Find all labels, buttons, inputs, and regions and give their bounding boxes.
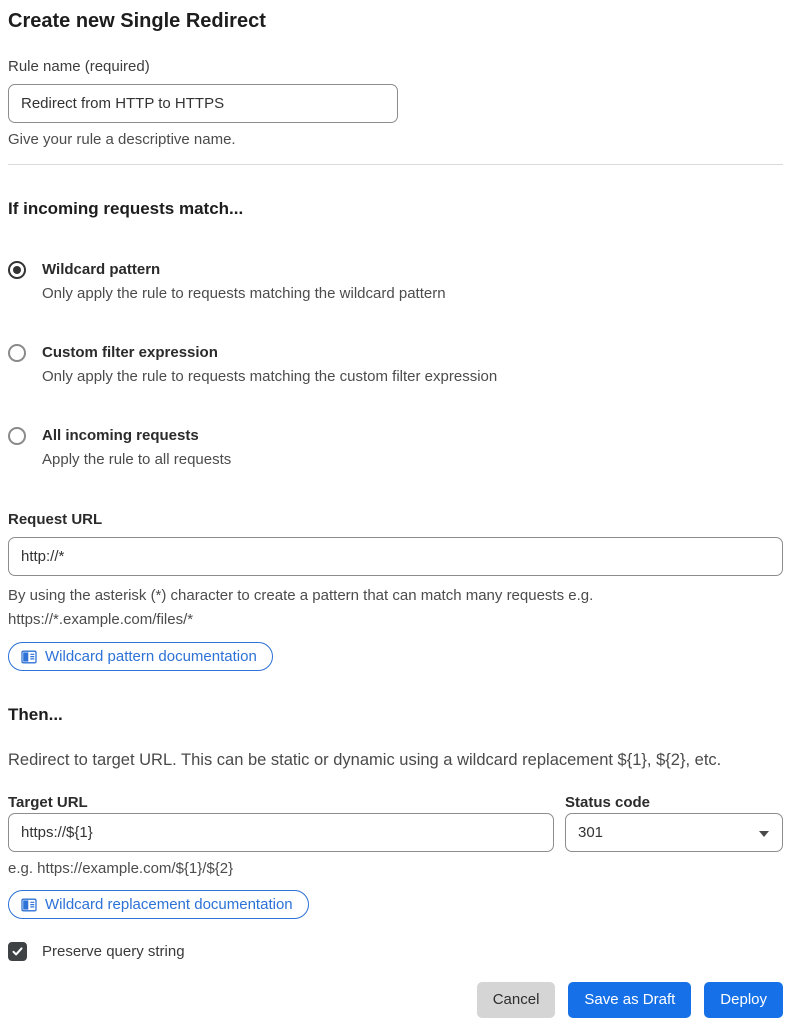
- chevron-down-icon: [759, 831, 769, 837]
- target-status-inputs-row: [8, 813, 783, 852]
- open-book-icon: [21, 649, 37, 665]
- status-code-select[interactable]: [565, 813, 783, 852]
- target-url-input[interactable]: [8, 813, 554, 852]
- preserve-query-string-checkbox[interactable]: [8, 942, 27, 961]
- match-section-heading: If incoming requests match...: [8, 199, 244, 218]
- wildcard-pattern-docs-label: Wildcard pattern documentation: [45, 648, 257, 665]
- status-code-label: Status code: [565, 794, 651, 811]
- wildcard-pattern-docs-button[interactable]: [8, 642, 273, 671]
- request-url-label: Request URL: [8, 511, 103, 528]
- radio-option-description: Apply the rule to all requests: [42, 451, 232, 468]
- radio-option-label: Custom filter expression: [42, 344, 218, 361]
- rule-name-help: Give your rule a descriptive name.: [8, 131, 236, 148]
- open-book-icon: [21, 897, 37, 913]
- radio-option-wildcard-pattern[interactable]: [8, 259, 783, 304]
- radio-option-label: Wildcard pattern: [42, 261, 161, 278]
- page-title: Create new Single Redirect: [8, 10, 266, 32]
- radio-option-description: Only apply the rule to requests matching the wildcard pattern: [42, 285, 446, 302]
- request-url-help: [8, 584, 783, 632]
- request-url-input[interactable]: [8, 537, 783, 576]
- target-url-label: Target URL: [8, 794, 88, 811]
- rule-name-input[interactable]: [8, 84, 398, 123]
- wildcard-replacement-docs-button[interactable]: [8, 890, 309, 919]
- preserve-query-string-row[interactable]: [8, 941, 783, 962]
- cancel-button[interactable]: Cancel: [477, 982, 556, 1018]
- radio-option-description: Only apply the rule to requests matching the custom filter expression: [42, 368, 498, 385]
- match-type-radio-group: [8, 259, 783, 470]
- radio-option-custom-filter[interactable]: [8, 342, 783, 387]
- radio-button[interactable]: [8, 427, 26, 445]
- form-actions: [8, 982, 783, 1018]
- rule-name-label: Rule name (required): [8, 58, 150, 75]
- radio-option-label: All incoming requests: [42, 427, 199, 444]
- request-url-help-line1: By using the asterisk (*) character to create a pattern that can match many requests e.g.: [8, 587, 594, 604]
- radio-button[interactable]: [8, 344, 26, 362]
- deploy-button[interactable]: Deploy: [704, 982, 783, 1018]
- target-url-help: e.g. https://example.com/${1}/${2}: [8, 860, 234, 877]
- radio-button[interactable]: [8, 261, 26, 279]
- then-section-heading: Then...: [8, 705, 63, 724]
- checkmark-icon: [11, 945, 24, 958]
- request-url-help-line2: https://*.example.com/files/*: [8, 611, 194, 628]
- section-divider: [8, 164, 783, 165]
- save-as-draft-button[interactable]: Save as Draft: [568, 982, 691, 1018]
- then-description: Redirect to target URL. This can be static or dynamic using a wildcard replacement ${1}, ${2}, etc.: [8, 751, 722, 769]
- status-code-selected-value: 301: [578, 824, 604, 841]
- target-status-labels-row: [8, 792, 783, 813]
- wildcard-replacement-docs-label: Wildcard replacement documentation: [45, 896, 293, 913]
- radio-option-all-requests[interactable]: [8, 425, 783, 470]
- preserve-query-string-label: Preserve query string: [42, 943, 185, 960]
